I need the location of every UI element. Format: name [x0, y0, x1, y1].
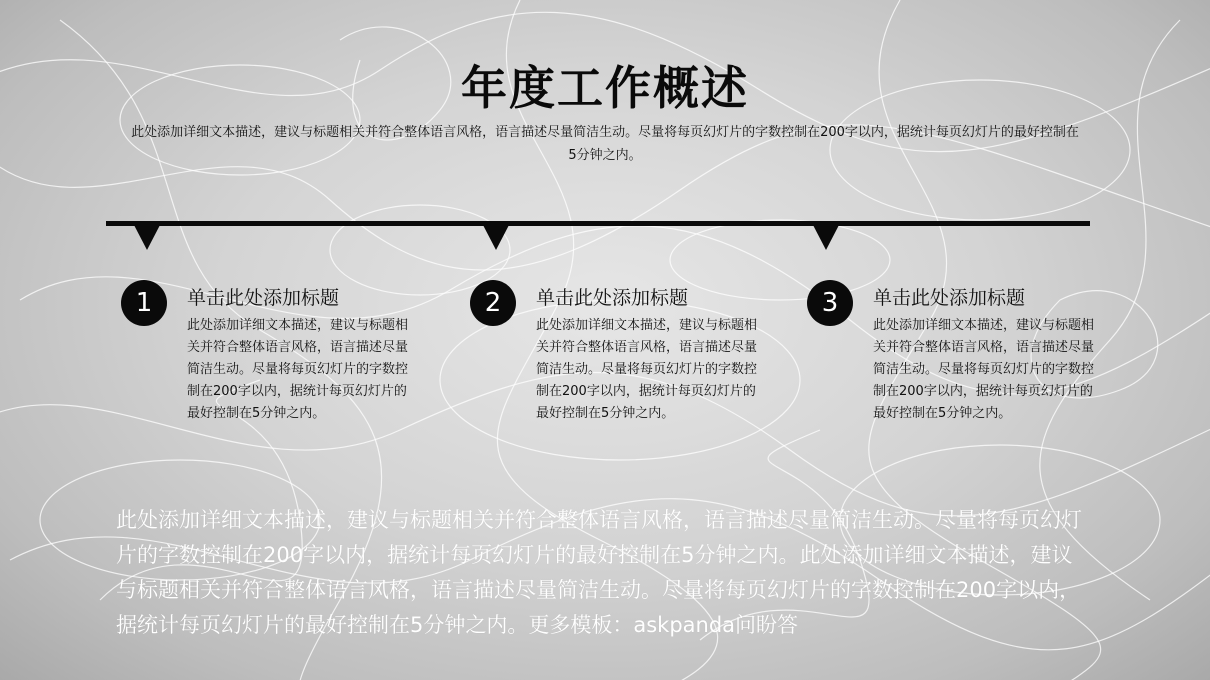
item-title[interactable]: 单击此处添加标题: [873, 287, 1026, 309]
timeline-item-3: [807, 280, 1107, 460]
footer-description: 此处添加详细文本描述，建议与标题相关并符合整体语言风格，语言描述尽量简洁生动。尽量将每页幻灯片的字数控制在200字以内，据统计每页幻灯片的最好控制在5分钟之内。此处添加详细文本描述，建议与标题相关并符合整体语言风格，语言描述尽量简洁生动。尽量将每页幻灯片的字数控制在200字以内，据统计每页幻灯片的最好控制在5分钟之内。更多模板：askpanda问盼答: [116, 508, 1082, 637]
item-number-badge: 1: [121, 280, 167, 326]
timeline-pointer-2: [483, 225, 509, 250]
timeline-item-1: [121, 280, 421, 460]
item-title[interactable]: 单击此处添加标题: [536, 287, 689, 309]
slide-title: 年度工作概述: [461, 61, 749, 115]
timeline-bar: [106, 221, 1090, 226]
timeline-pointer-3: [813, 225, 839, 250]
item-number-badge: 2: [470, 280, 516, 326]
slide-subtitle: 此处添加详细文本描述，建议与标题相关并符合整体语言风格，语言描述尽量简洁生动。尽量将每页幻灯片的字数控制在200字以内，据统计每页幻灯片的最好控制在5分钟之内。: [131, 125, 1079, 163]
item-number-badge: 3: [807, 280, 853, 326]
item-description: 此处添加详细文本描述，建议与标题相关并符合整体语言风格，语言描述尽量简洁生动。尽量将每页幻灯片的字数控制在200字以内，据统计每页幻灯片的最好控制在5分钟之内。: [873, 318, 1095, 421]
item-description: 此处添加详细文本描述，建议与标题相关并符合整体语言风格，语言描述尽量简洁生动。尽量将每页幻灯片的字数控制在200字以内，据统计每页幻灯片的最好控制在5分钟之内。: [536, 318, 758, 421]
item-title[interactable]: 单击此处添加标题: [187, 287, 340, 309]
item-description: 此处添加详细文本描述，建议与标题相关并符合整体语言风格，语言描述尽量简洁生动。尽量将每页幻灯片的字数控制在200字以内，据统计每页幻灯片的最好控制在5分钟之内。: [187, 318, 409, 421]
timeline-item-2: [470, 280, 770, 460]
timeline-pointer-1: [134, 225, 160, 250]
